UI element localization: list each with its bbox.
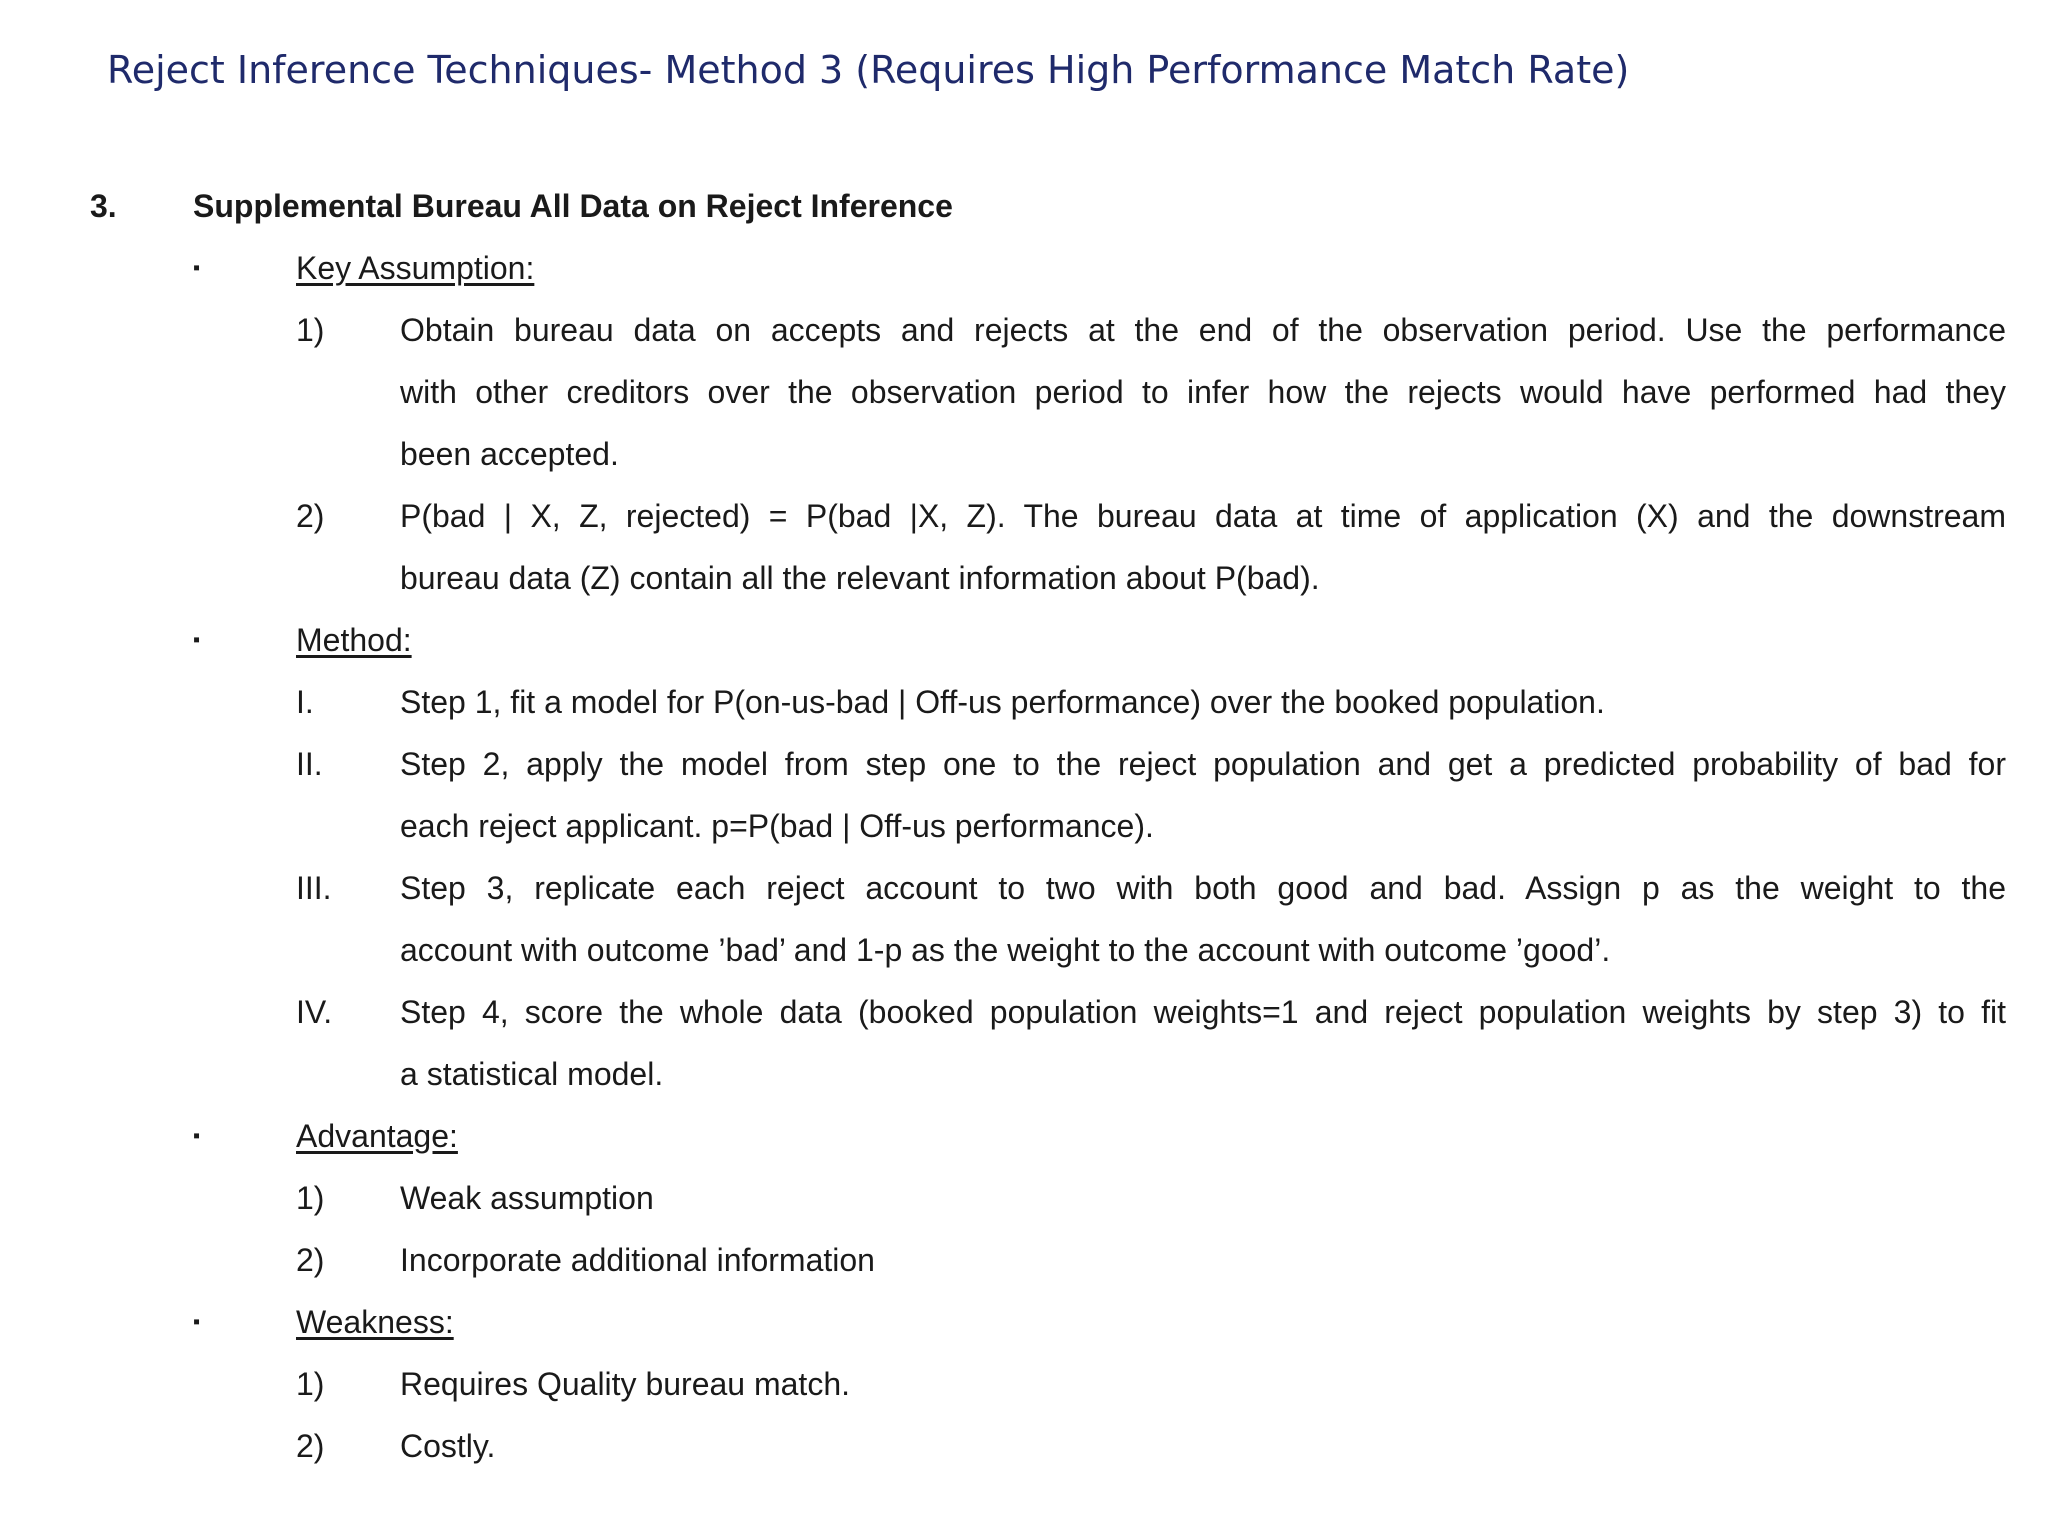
list-item-line: P(bad | X, Z, rejected) = P(bad |X, Z). The bureau data at time of application (X) and the downstream [400, 498, 2006, 534]
list-marker: III. [296, 870, 332, 906]
list-item-line: bureau data (Z) contain all the relevant information about P(bad). [400, 560, 1320, 596]
list-marker: 1) [296, 1366, 325, 1402]
list-marker: 1) [296, 1180, 325, 1216]
list-item-line: Step 1, fit a model for P(on-us-bad | Off-us performance) over the booked population. [400, 684, 1605, 720]
key-assumption-heading: Key Assumption: [296, 250, 535, 286]
list-item-line: each reject applicant. p=P(bad | Off-us performance). [400, 808, 1154, 844]
list-marker: 2) [296, 1428, 325, 1464]
list-item-line: Step 4, score the whole data (booked population weights=1 and reject population weights by step 3) to fit [400, 994, 2006, 1030]
list-item-line: Weak assumption [400, 1180, 654, 1216]
method-heading: Method: [296, 622, 412, 658]
bullet-icon: ▪ [193, 629, 201, 651]
list-item-line: a statistical model. [400, 1056, 664, 1092]
list-marker: 2) [296, 498, 325, 534]
list-item-line: Step 3, replicate each reject account to two with both good and bad. Assign p as the weight to the [400, 870, 2006, 906]
advantage-heading: Advantage: [296, 1118, 458, 1154]
bullet-icon: ▪ [193, 1311, 201, 1333]
weakness-heading: Weakness: [296, 1304, 454, 1340]
list-item-line: Costly. [400, 1428, 496, 1464]
list-item-line: with other creditors over the observation period to infer how the rejects would have performed had they [400, 374, 2006, 410]
list-marker: II. [296, 746, 323, 782]
bullet-icon: ▪ [193, 1125, 201, 1147]
list-marker: IV. [296, 994, 333, 1030]
list-item-line: Step 2, apply the model from step one to the reject population and get a predicted probability of bad for [400, 746, 2006, 782]
list-item-line: Obtain bureau data on accepts and rejects at the end of the observation period. Use the performance [400, 312, 2006, 348]
list-item-line: Incorporate additional information [400, 1242, 875, 1278]
list-marker: I. [296, 684, 314, 720]
section-heading: Supplemental Bureau All Data on Reject Inference [193, 188, 953, 224]
bullet-icon: ▪ [193, 257, 201, 279]
page-title: Reject Inference Techniques- Method 3 (Requires High Performance Match Rate) [107, 48, 1630, 92]
list-item-line: account with outcome ’bad’ and 1-p as the weight to the account with outcome ’good’. [400, 932, 1611, 968]
list-marker: 1) [296, 312, 325, 348]
list-item-line: been accepted. [400, 436, 619, 472]
list-item-line: Requires Quality bureau match. [400, 1366, 850, 1402]
section-number: 3. [90, 188, 117, 224]
list-marker: 2) [296, 1242, 325, 1278]
